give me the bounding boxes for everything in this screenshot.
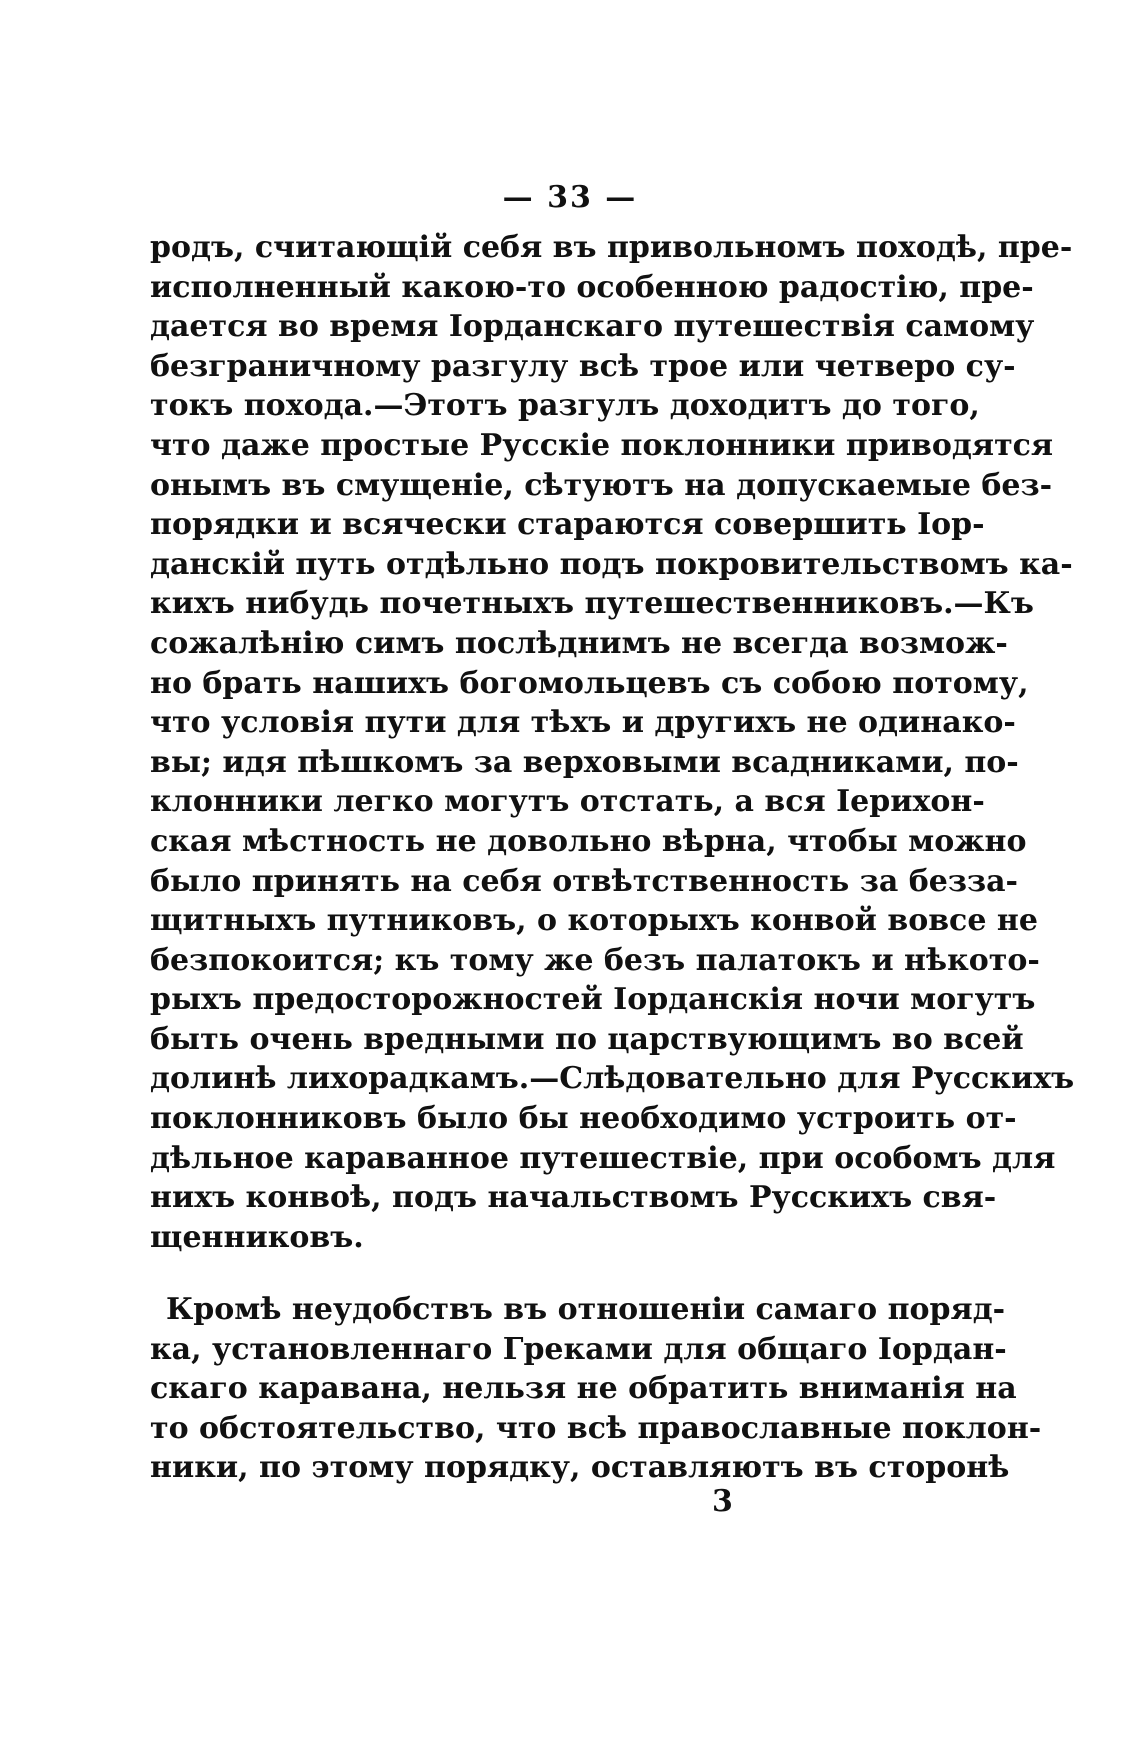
- text-line: вы; идя пѣшкомъ за верховыми всадниками, по-: [150, 744, 1019, 780]
- text-line: данскій путь отдѣльно подъ покровительствомъ ка-: [150, 546, 1073, 582]
- text-line: щитныхъ путниковъ, о которыхъ конвой вовсе не: [150, 903, 1038, 939]
- text-line: было принять на себя отвѣтственность за безза-: [150, 863, 1019, 899]
- text-line: родъ, считающій себя въ привольномъ походѣ, пре-: [150, 230, 1073, 265]
- text-line: Кромѣ неудобствъ въ отношеніи самаго поряд-: [166, 1292, 1006, 1327]
- text-line: безпокоится; къ тому же безъ палатокъ и нѣкото-: [150, 942, 1040, 978]
- paragraph-2: [150, 1290, 1042, 1488]
- text-line: рыхъ предосторожностей Іорданскія ночи могутъ: [150, 982, 1036, 1018]
- text-line: поклонниковъ было бы необходимо устроить от-: [150, 1101, 1017, 1137]
- text-line: порядки и всячески стараются совершить Іор-: [150, 507, 985, 543]
- text-line: безграничному разгулу всѣ трое или четверо су-: [150, 348, 1016, 384]
- text-line: нихъ конвоѣ, подъ начальствомъ Русскихъ свя-: [150, 1180, 997, 1216]
- text-line: ники, по этому порядку, оставляютъ въ сторонѣ: [150, 1450, 1010, 1486]
- text-line: ская мѣстность не довольно вѣрна, чтобы можно: [150, 823, 1027, 859]
- text-line: дается во время Іорданскаго путешествія самому: [150, 309, 1035, 345]
- text-line: кихъ нибудь почетныхъ путешественниковъ.—Къ: [150, 586, 1034, 622]
- text-line: дѣльное караванное путешествіе, при особомъ для: [150, 1140, 1056, 1176]
- text-line: ка, установленнаго Греками для общаго Іордан-: [150, 1331, 1007, 1367]
- text-line: токъ похода.—Этотъ разгулъ доходитъ до того,: [150, 388, 980, 424]
- text-line: онымъ въ смущеніе, сѣтуютъ на допускаемые без-: [150, 467, 1053, 503]
- text-line: но брать нашихъ богомольцевъ съ собою потому,: [150, 665, 1029, 701]
- text-line: исполненный какою-то особенною радостію, пре-: [150, 269, 1034, 305]
- page-number-header: — 33 —: [502, 180, 638, 215]
- text-line: быть очень вредными по царствующимъ во всей: [150, 1021, 1024, 1057]
- text-line: долинѣ лихорадкамъ.—Слѣдовательно для Русскихъ: [150, 1061, 1075, 1097]
- text-line: щенниковъ.: [150, 1219, 364, 1255]
- text-line: клонники легко могутъ отстать, а вся Іерихон-: [150, 784, 985, 820]
- printer-signature-mark: 3: [712, 1484, 733, 1519]
- text-line: что условія пути для тѣхъ и другихъ не одинако-: [150, 705, 1016, 741]
- text-line: что даже простые Русскіе поклонники приводятся: [150, 427, 1054, 463]
- text-line: скаго каравана, нельзя не обратить вниманія на: [150, 1371, 1017, 1407]
- paragraph-1: [150, 228, 1075, 1257]
- text-line: то обстоятельство, что всѣ православные поклон-: [150, 1410, 1042, 1446]
- text-line: сожалѣнію симъ послѣднимъ не всегда возмож-: [150, 625, 1008, 661]
